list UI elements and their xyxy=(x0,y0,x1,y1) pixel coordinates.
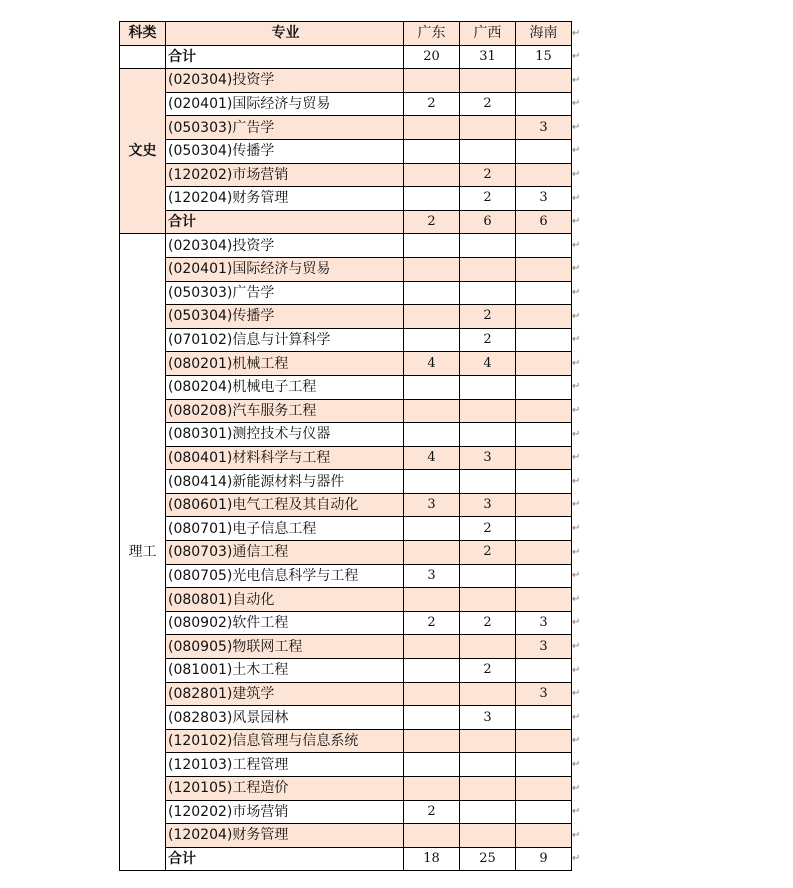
count-cell xyxy=(460,682,516,706)
table-row xyxy=(120,423,572,447)
count-cell: 3 xyxy=(516,187,572,211)
count-cell xyxy=(404,139,460,163)
count-cell xyxy=(516,281,572,305)
count-cell xyxy=(460,800,516,824)
count-cell: 2 xyxy=(460,305,516,329)
count-cell xyxy=(516,470,572,494)
major-cell: (120202)市场营销 xyxy=(166,163,404,187)
table-row xyxy=(120,682,572,706)
table-row xyxy=(120,635,572,659)
count-cell xyxy=(516,375,572,399)
row-end-mark: ↵ xyxy=(572,334,581,346)
count-cell xyxy=(516,257,572,281)
table-row xyxy=(120,541,572,565)
count-cell: 3 xyxy=(516,635,572,659)
header-province-guangdong: 广东 xyxy=(404,22,460,46)
count-cell xyxy=(516,328,572,352)
table-row xyxy=(120,753,572,777)
grand-total-value: 20 xyxy=(404,45,460,69)
count-cell xyxy=(404,399,460,423)
table-row xyxy=(120,611,572,635)
major-cell: (080801)自动化 xyxy=(166,588,404,612)
subtotal-value: 9 xyxy=(516,847,572,871)
major-cell: (120102)信息管理与信息系统 xyxy=(166,729,404,753)
table-row xyxy=(120,800,572,824)
major-cell: (070102)信息与计算科学 xyxy=(166,328,404,352)
major-cell: (081001)土木工程 xyxy=(166,659,404,683)
table-row xyxy=(120,69,572,93)
major-cell: (020304)投资学 xyxy=(166,69,404,93)
subtotal-label: 合计 xyxy=(166,847,404,871)
table-row xyxy=(120,352,572,376)
count-cell xyxy=(460,399,516,423)
category-cell: 文史 xyxy=(120,69,166,234)
major-cell: (080703)通信工程 xyxy=(166,541,404,565)
count-cell xyxy=(404,706,460,730)
count-cell xyxy=(404,470,460,494)
major-cell: (080201)机械工程 xyxy=(166,352,404,376)
major-cell: (080705)光电信息科学与工程 xyxy=(166,564,404,588)
table-row xyxy=(120,328,572,352)
count-cell xyxy=(516,234,572,258)
count-cell: 2 xyxy=(460,187,516,211)
subtotal-value: 25 xyxy=(460,847,516,871)
admission-plan-table xyxy=(119,21,572,871)
count-cell xyxy=(404,824,460,848)
row-end-mark: ↵ xyxy=(572,829,581,841)
major-cell: (080902)软件工程 xyxy=(166,611,404,635)
count-cell xyxy=(404,69,460,93)
row-end-mark: ↵ xyxy=(572,617,581,629)
count-cell xyxy=(516,305,572,329)
row-end-mark: ↵ xyxy=(572,310,581,322)
count-cell xyxy=(460,281,516,305)
row-end-mark: ↵ xyxy=(572,688,581,700)
table-row xyxy=(120,305,572,329)
count-cell: 3 xyxy=(516,682,572,706)
count-cell xyxy=(404,517,460,541)
row-end-mark: ↵ xyxy=(572,782,581,794)
count-cell xyxy=(404,541,460,565)
table-row xyxy=(120,375,572,399)
row-end-mark: ↵ xyxy=(572,239,581,251)
count-cell xyxy=(404,187,460,211)
count-cell: 2 xyxy=(460,163,516,187)
subtotal-row xyxy=(120,847,572,871)
count-cell: 2 xyxy=(460,541,516,565)
major-cell: (080401)材料科学与工程 xyxy=(166,446,404,470)
subtotal-value: 6 xyxy=(460,210,516,234)
count-cell xyxy=(404,777,460,801)
count-cell xyxy=(404,659,460,683)
row-end-mark: ↵ xyxy=(572,169,581,181)
count-cell xyxy=(516,69,572,93)
count-cell xyxy=(516,163,572,187)
row-end-mark: ↵ xyxy=(572,664,581,676)
row-end-mark: ↵ xyxy=(572,357,581,369)
count-cell xyxy=(460,753,516,777)
count-cell xyxy=(404,234,460,258)
count-cell xyxy=(516,729,572,753)
major-cell: (050304)传播学 xyxy=(166,139,404,163)
count-cell xyxy=(516,423,572,447)
row-end-mark: ↵ xyxy=(572,853,581,865)
table-row xyxy=(120,777,572,801)
count-cell: 2 xyxy=(460,659,516,683)
major-cell: (120103)工程管理 xyxy=(166,753,404,777)
count-cell xyxy=(516,777,572,801)
row-end-mark: ↵ xyxy=(572,98,581,110)
count-cell xyxy=(404,635,460,659)
count-cell xyxy=(460,116,516,140)
row-end-mark: ↵ xyxy=(572,546,581,558)
count-cell xyxy=(460,588,516,612)
major-cell: (120202)市场营销 xyxy=(166,800,404,824)
major-cell: (120204)财务管理 xyxy=(166,187,404,211)
count-cell xyxy=(404,281,460,305)
count-cell: 2 xyxy=(460,611,516,635)
table-row xyxy=(120,234,572,258)
subtotal-value: 6 xyxy=(516,210,572,234)
subtotal-row xyxy=(120,210,572,234)
count-cell xyxy=(516,564,572,588)
row-end-mark: ↵ xyxy=(572,593,581,605)
subtotal-value: 2 xyxy=(404,210,460,234)
grand-total-value: 15 xyxy=(516,45,572,69)
count-cell xyxy=(460,635,516,659)
count-cell xyxy=(404,257,460,281)
count-cell xyxy=(460,423,516,447)
table-row xyxy=(120,446,572,470)
table-row xyxy=(120,588,572,612)
table-row xyxy=(120,187,572,211)
count-cell xyxy=(516,446,572,470)
count-cell: 3 xyxy=(516,116,572,140)
major-cell: (080601)电气工程及其自动化 xyxy=(166,493,404,517)
table-row xyxy=(120,116,572,140)
row-end-mark: ↵ xyxy=(572,758,581,770)
count-cell xyxy=(404,588,460,612)
table-row xyxy=(120,729,572,753)
count-cell: 3 xyxy=(460,446,516,470)
row-end-mark: ↵ xyxy=(572,499,581,511)
row-end-mark: ↵ xyxy=(572,121,581,133)
major-cell: (120204)财务管理 xyxy=(166,824,404,848)
major-cell: (020304)投资学 xyxy=(166,234,404,258)
grand-total-value: 31 xyxy=(460,45,516,69)
count-cell xyxy=(404,116,460,140)
count-cell xyxy=(460,69,516,93)
row-end-mark: ↵ xyxy=(572,475,581,487)
row-end-mark: ↵ xyxy=(572,74,581,86)
count-cell xyxy=(404,305,460,329)
header-province-hainan: 海南 xyxy=(516,22,572,46)
count-cell xyxy=(404,753,460,777)
table-row xyxy=(120,257,572,281)
major-cell: (020401)国际经济与贸易 xyxy=(166,257,404,281)
row-end-mark: ↵ xyxy=(572,192,581,204)
count-cell xyxy=(404,375,460,399)
table-row xyxy=(120,281,572,305)
count-cell: 4 xyxy=(404,352,460,376)
grand-total-label: 合计 xyxy=(166,45,404,69)
count-cell: 2 xyxy=(460,92,516,116)
count-cell: 2 xyxy=(404,800,460,824)
count-cell xyxy=(404,682,460,706)
row-end-mark: ↵ xyxy=(572,263,581,275)
table-row xyxy=(120,659,572,683)
major-cell: (080701)电子信息工程 xyxy=(166,517,404,541)
major-cell: (080414)新能源材料与器件 xyxy=(166,470,404,494)
count-cell xyxy=(460,470,516,494)
count-cell xyxy=(516,659,572,683)
major-cell: (050304)传播学 xyxy=(166,305,404,329)
count-cell xyxy=(516,824,572,848)
count-cell: 4 xyxy=(404,446,460,470)
count-cell xyxy=(516,92,572,116)
count-cell xyxy=(516,139,572,163)
row-end-mark: ↵ xyxy=(572,145,581,157)
major-cell: (080204)机械电子工程 xyxy=(166,375,404,399)
subtotal-value: 18 xyxy=(404,847,460,871)
row-end-mark: ↵ xyxy=(572,522,581,534)
table-row xyxy=(120,493,572,517)
count-cell xyxy=(404,423,460,447)
row-end-mark: ↵ xyxy=(572,806,581,818)
row-end-mark: ↵ xyxy=(572,381,581,393)
table-row xyxy=(120,399,572,423)
major-cell: (082801)建筑学 xyxy=(166,682,404,706)
count-cell: 3 xyxy=(460,706,516,730)
count-cell xyxy=(516,800,572,824)
table-row xyxy=(120,470,572,494)
row-end-mark: ↵ xyxy=(572,570,581,582)
count-cell xyxy=(516,588,572,612)
count-cell xyxy=(460,139,516,163)
grand-total-category-cell xyxy=(120,45,166,69)
table-row xyxy=(120,824,572,848)
row-end-mark: ↵ xyxy=(572,452,581,464)
count-cell xyxy=(460,375,516,399)
table-row xyxy=(120,92,572,116)
count-cell: 3 xyxy=(460,493,516,517)
count-cell xyxy=(516,352,572,376)
count-cell xyxy=(460,824,516,848)
table-row xyxy=(120,706,572,730)
row-end-mark: ↵ xyxy=(572,711,581,723)
count-cell xyxy=(460,564,516,588)
count-cell: 4 xyxy=(460,352,516,376)
count-cell: 3 xyxy=(516,611,572,635)
count-cell xyxy=(516,399,572,423)
major-cell: (080905)物联网工程 xyxy=(166,635,404,659)
major-cell: (082803)风景园林 xyxy=(166,706,404,730)
row-end-mark: ↵ xyxy=(572,216,581,228)
table-row xyxy=(120,163,572,187)
table-row xyxy=(120,139,572,163)
count-cell: 2 xyxy=(404,611,460,635)
count-cell xyxy=(516,493,572,517)
count-cell xyxy=(516,706,572,730)
count-cell xyxy=(460,729,516,753)
category-cell: 理工 xyxy=(120,234,166,871)
grand-total-row xyxy=(120,45,572,69)
count-cell xyxy=(404,163,460,187)
major-cell: (080208)汽车服务工程 xyxy=(166,399,404,423)
row-end-mark: ↵ xyxy=(572,735,581,747)
major-cell: (050303)广告学 xyxy=(166,281,404,305)
count-cell xyxy=(460,257,516,281)
table-row xyxy=(120,564,572,588)
major-cell: (050303)广告学 xyxy=(166,116,404,140)
count-cell xyxy=(404,729,460,753)
row-end-mark: ↵ xyxy=(572,428,581,440)
row-end-mark: ↵ xyxy=(572,27,581,39)
header-category: 科类 xyxy=(120,22,166,46)
count-cell xyxy=(516,753,572,777)
major-cell: (120105)工程造价 xyxy=(166,777,404,801)
count-cell xyxy=(516,541,572,565)
count-cell xyxy=(460,777,516,801)
row-end-mark: ↵ xyxy=(572,640,581,652)
count-cell: 2 xyxy=(404,92,460,116)
major-cell: (020401)国际经济与贸易 xyxy=(166,92,404,116)
header-province-guangxi: 广西 xyxy=(460,22,516,46)
count-cell: 3 xyxy=(404,564,460,588)
table-row xyxy=(120,517,572,541)
count-cell xyxy=(516,517,572,541)
count-cell: 2 xyxy=(460,328,516,352)
header-row xyxy=(120,22,572,46)
header-major: 专业 xyxy=(166,22,404,46)
row-end-mark: ↵ xyxy=(572,51,581,63)
count-cell xyxy=(404,328,460,352)
count-cell: 2 xyxy=(460,517,516,541)
row-end-mark: ↵ xyxy=(572,405,581,416)
count-cell: 3 xyxy=(404,493,460,517)
major-cell: (080301)测控技术与仪器 xyxy=(166,423,404,447)
count-cell xyxy=(460,234,516,258)
row-end-mark: ↵ xyxy=(572,287,581,299)
subtotal-label: 合计 xyxy=(166,210,404,234)
